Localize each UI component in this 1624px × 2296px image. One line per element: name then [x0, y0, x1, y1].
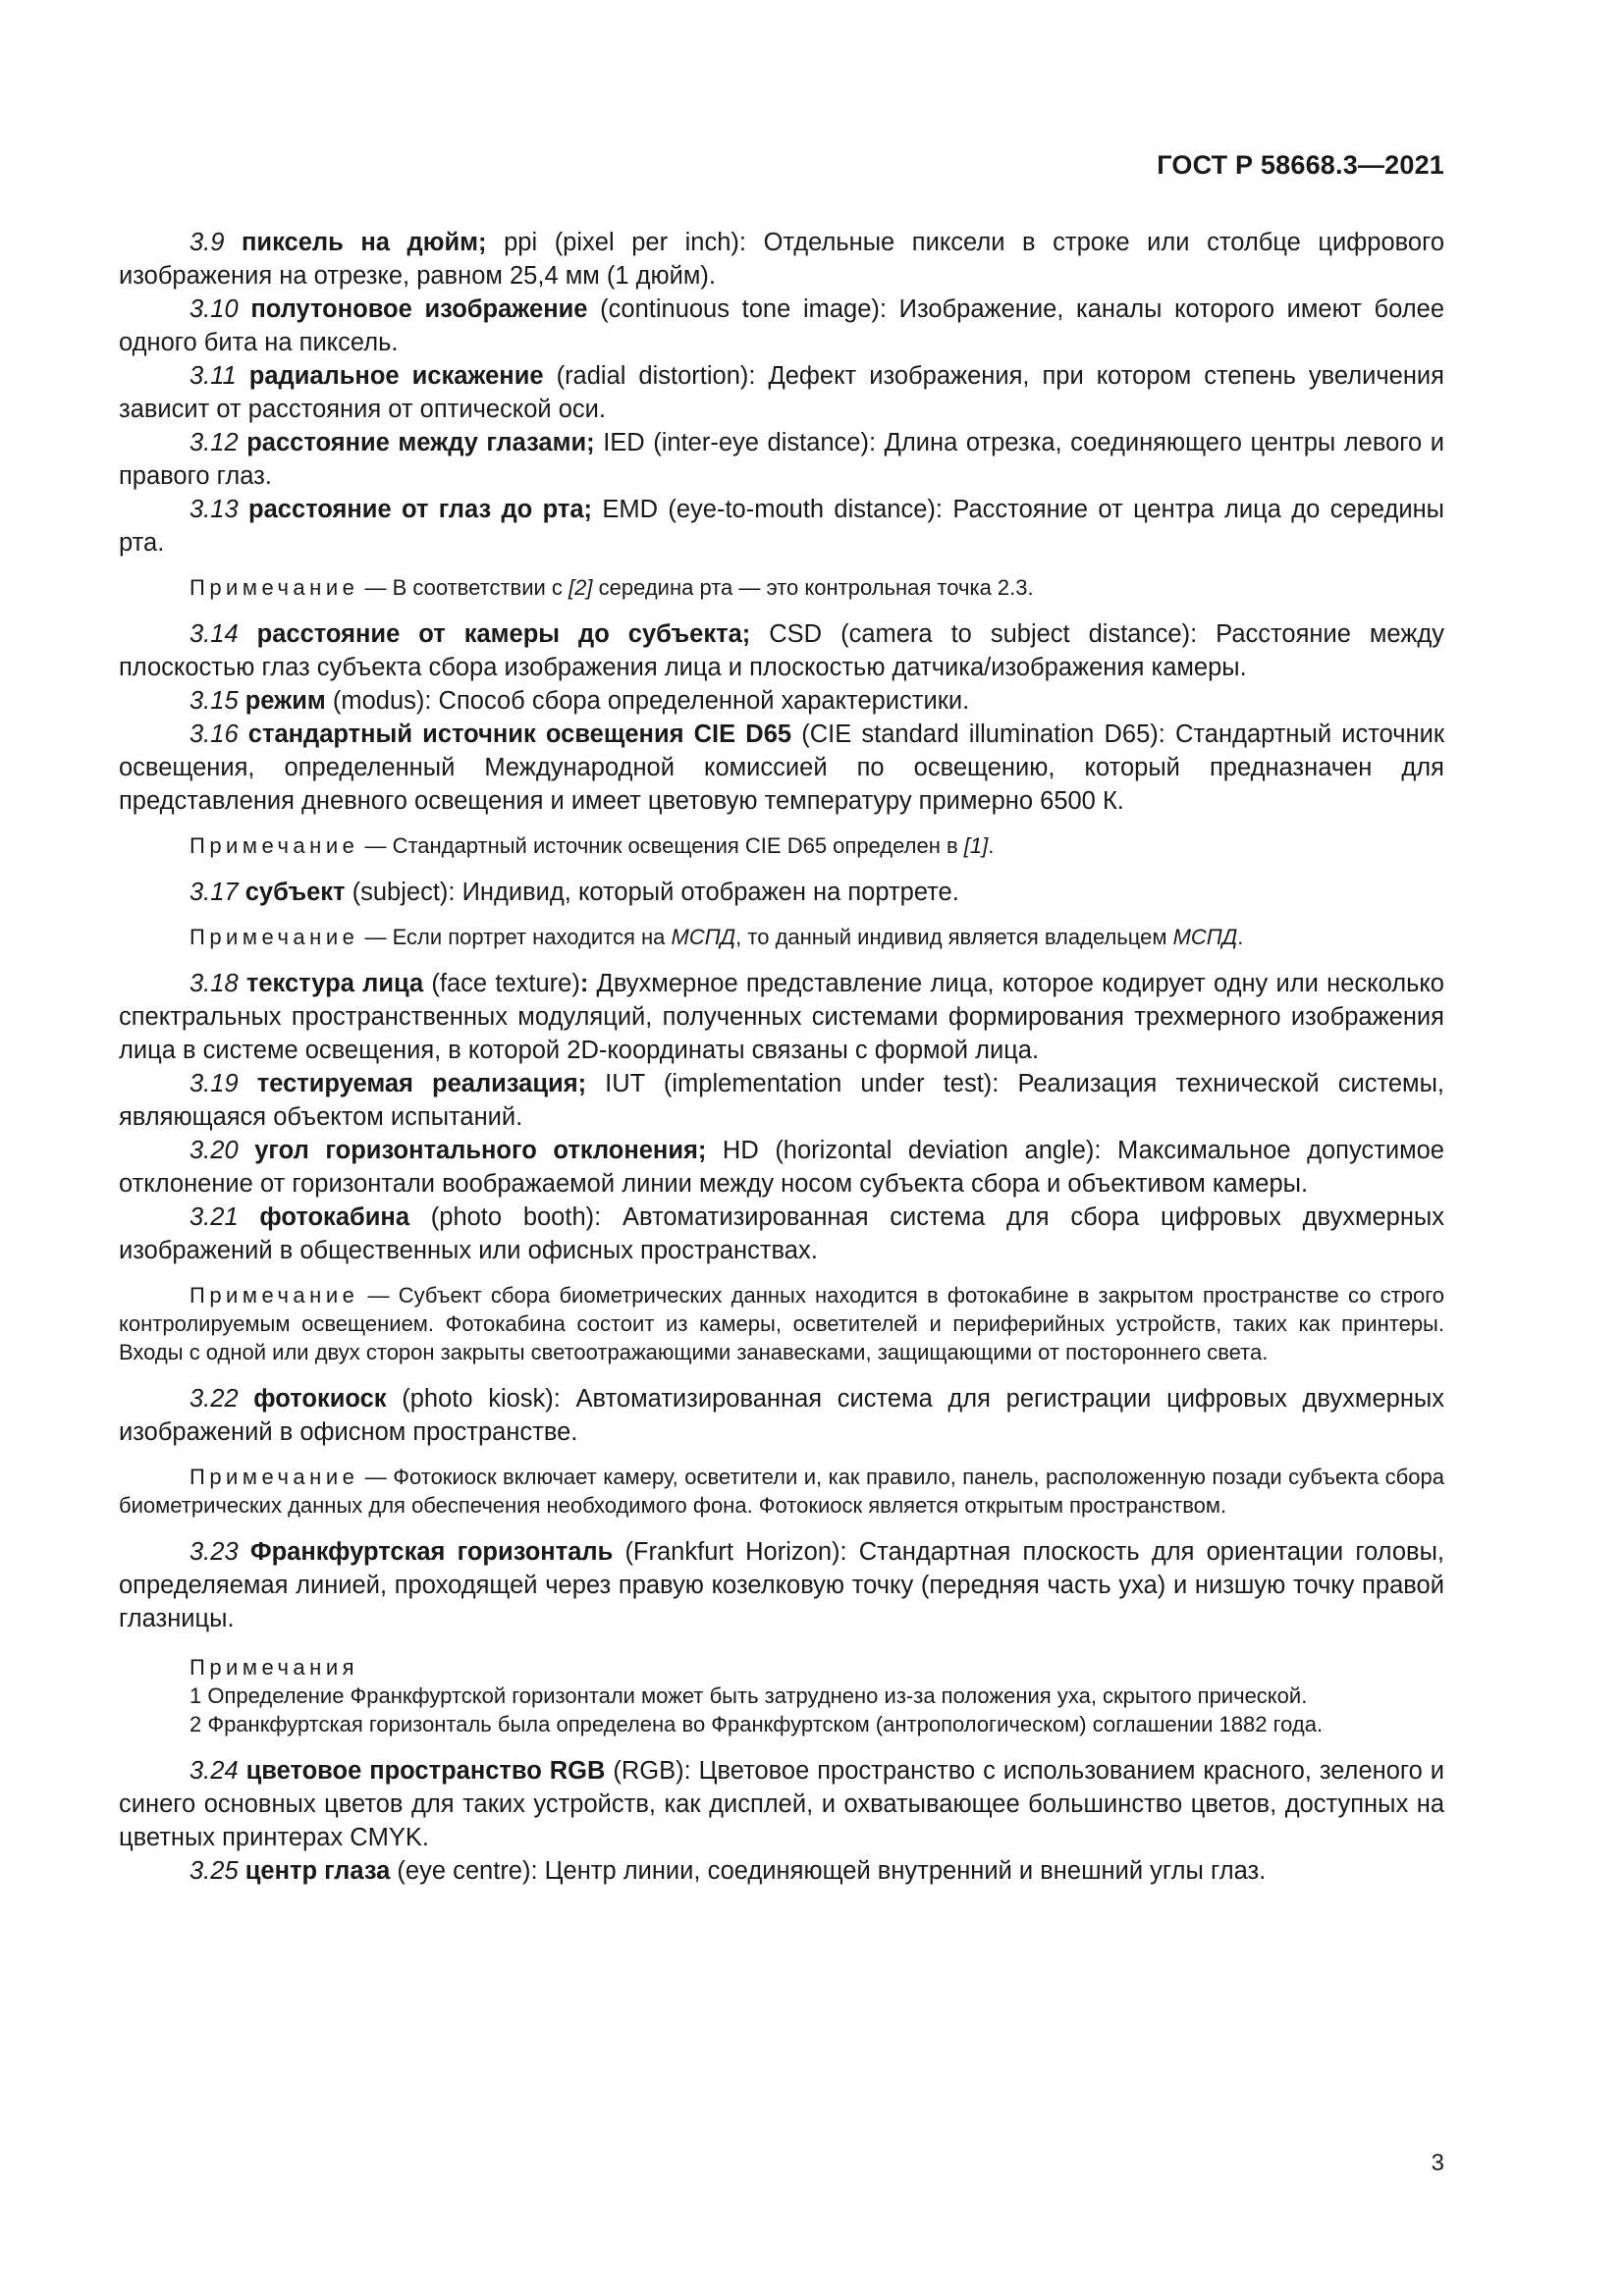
term-3-17: 3.17 субъект (subject): Индивид, который отображен на портрете.: [189, 879, 959, 906]
terms-content: [119, 226, 1444, 1888]
term-3-12: 3.12 расстояние между глазами; IED (inter-eye distance): Длина отрезка, соединяющего центры левого и правого глаз.: [119, 429, 1444, 490]
term-3-25: 3.25 центр глаза (eye centre): Центр линии, соединяющей внутренний и внешний углы глаз.: [189, 1857, 1267, 1885]
note-3-13: Примечание — В соответствии с [2] середина рта — это контрольная точка 2.3.: [189, 575, 1034, 600]
note-item: 2 Франкфуртская горизонталь была определена во Франкфуртском (антропологическом) соглашении 1882 года.: [189, 1712, 1324, 1736]
term-3-15: 3.15 режим (modus): Способ сбора определенной характеристики.: [189, 687, 970, 715]
notes-3-23: [119, 1653, 1444, 1738]
page-number: 3: [1431, 2150, 1444, 2176]
term-3-16: 3.16 стандартный источник освещения CIE D65 (CIE standard illumination D65): Стандартный источник освещения, определенный Международной комиссией по освещению, который предназначен для представления дневного освещения и имеет цветовую температуру примерно 6500 К.: [119, 721, 1445, 815]
term-3-21: 3.21 фотокабина (photo booth): Автоматизированная система для сбора цифровых двухмерных изображений в общественных или офисных пространствах.: [119, 1203, 1445, 1264]
term-3-20: 3.20 угол горизонтального отклонения; HD (horizontal deviation angle): Максимальное допустимое отклонение от горизонтали воображаемой линии между носом субъекта сбора и объективом камеры.: [119, 1137, 1444, 1198]
term-3-18: 3.18 текстура лица (face texture): Двухмерное представление лица, которое кодирует одну или несколько спектральных пространственных модуляций, полученных системами формирования трехмерного изображения лица в системе освещения, в которой 2D-координаты связаны с формой лица.: [119, 970, 1444, 1064]
term-3-14: 3.14 расстояние от камеры до субъекта; CSD (camera to subject distance): Расстояние между плоскостью глаз субъекта сбора изображения лица и плоскостью датчика/изображения камеры.: [119, 620, 1444, 681]
term-3-24: 3.24 цветовое пространство RGB (RGB): Цветовое пространство с использованием красного, зеленого и синего основных цветов для таких устройств, как дисплей, и охватывающее большинство цветов, доступных на цветных принтерах CMYK.: [119, 1757, 1444, 1851]
note-3-16: Примечание — Стандартный источник освещения CIE D65 определен в [1].: [189, 833, 995, 858]
term-3-9: 3.9 пиксель на дюйм; ppi (pixel per inch): Отдельные пиксели в строке или столбце цифрового изображения на отрезке, равном 25,4 мм (1 дюйм).: [119, 229, 1444, 290]
document-id: ГОСТ Р 58668.3—2021: [1157, 150, 1444, 180]
notes-label: Примечания: [189, 1655, 359, 1680]
term-3-22: 3.22 фотокиоск (photo kiosk): Автоматизированная система для регистрации цифровых двухмерных изображений в офисном пространстве.: [119, 1385, 1444, 1446]
term-3-19: 3.19 тестируемая реализация; IUT (implementation under test): Реализация технической системы, являющаяся объектом испытаний.: [119, 1070, 1444, 1131]
term-3-11: 3.11 радиальное искажение (radial distortion): Дефект изображения, при котором степень увеличения зависит от расстояния от оптической оси.: [119, 362, 1444, 423]
term-3-23: 3.23 Франкфуртская горизонталь (Frankfurt Horizon): Стандартная плоскость для ориентации головы, определяемая линией, проходящей через правую козелковую точку (передняя часть уха) и низшую точку правой глазницы.: [119, 1538, 1444, 1632]
note-item: 1 Определение Франкфуртской горизонтали может быть затруднено из-за положения уха, скрытого прической.: [189, 1683, 1308, 1708]
term-3-13: 3.13 расстояние от глаз до рта; EMD (eye-to-mouth distance): Расстояние от центра лица до середины рта.: [119, 496, 1444, 557]
note-3-21: Примечание — Субъект сбора биометрических данных находится в фотокабине в закрытом пространстве со строго контролируемым освещением. Фотокабина состоит из камеры, осветителей и периферийных устройств, таких как принтеры. Входы с одной или двух сторон закрыты светоотражающими занавесками, защищающими от постороннего света.: [119, 1283, 1444, 1364]
note-3-17: Примечание — Если портрет находится на МСПД, то данный индивид является владельцем МСПД.: [189, 925, 1244, 949]
note-3-22: Примечание — Фотокиоск включает камеру, осветители и, как правило, панель, расположенную позади субъекта сбора биометрических данных для обеспечения необходимого фона. Фотокиоск является открытым пространством.: [119, 1465, 1444, 1518]
term-3-10: 3.10 полутоновое изображение (continuous tone image): Изображение, каналы которого имеют более одного бита на пиксель.: [119, 295, 1445, 356]
